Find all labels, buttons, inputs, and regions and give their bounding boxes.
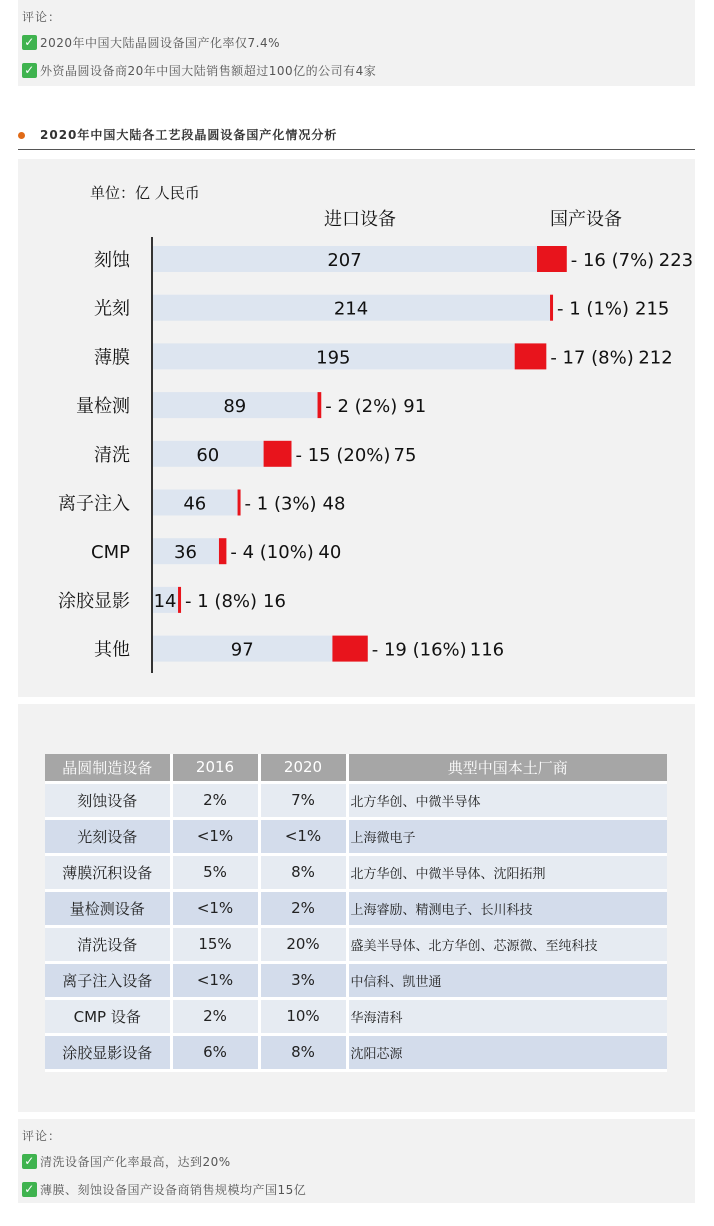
domestic-value-label: - 1 (8%): [185, 590, 258, 612]
comment-text: 清洗设备国产化率最高，达到20%: [40, 1154, 231, 1169]
domestic-value-label: - 2 (2%): [325, 396, 398, 418]
total-value-label: 91: [403, 396, 427, 418]
table-cell: 2%: [171, 998, 259, 1034]
domestic-bar: [318, 392, 322, 418]
imported-value-label: 214: [333, 298, 369, 320]
table-cell: 光刻设备: [45, 818, 171, 854]
table-header-cell: 典型中国本土厂商: [347, 754, 667, 782]
table-cell: 清洗设备: [45, 926, 171, 962]
table-cell: 沈阳芯源: [347, 1034, 667, 1070]
total-value-label: 215: [635, 298, 670, 320]
domestic-bar: [550, 295, 553, 321]
table-cell: 华海清科: [347, 998, 667, 1034]
check-icon: ✓: [22, 63, 37, 78]
table-header-cell: 2016: [171, 754, 259, 782]
total-value-label: 16: [263, 590, 286, 612]
table-cell: CMP 设备: [45, 998, 171, 1034]
top-comment-box: [18, 0, 695, 86]
check-icon: ✓: [22, 1182, 37, 1197]
domestic-bar: [219, 538, 226, 564]
imported-value-label: 36: [174, 542, 197, 564]
table-cell: 10%: [259, 998, 347, 1034]
table-cell: 北方华创、中微半导体: [347, 782, 667, 818]
section-title: [18, 122, 695, 150]
comment-item: [22, 56, 695, 84]
domestic-value-label: - 1 (3%): [244, 493, 317, 515]
imported-value-label: 46: [183, 493, 207, 515]
table-cell: 20%: [259, 926, 347, 962]
table-cell: 6%: [171, 1034, 259, 1070]
comment-text: 外资晶圆设备商20年中国大陆销售额超过100亿的公司有4家: [40, 63, 377, 78]
table-row: [45, 854, 667, 890]
domestic-bar: [515, 343, 547, 369]
domestic-value-label: - 15 (20%): [295, 444, 391, 466]
domestic-value-label: - 1 (1%): [557, 298, 630, 320]
check-icon: ✓: [22, 35, 37, 50]
table-cell: 8%: [259, 854, 347, 890]
comment-label: 评论：: [22, 10, 62, 24]
domestic-bar: [537, 246, 567, 272]
table-cell: 上海睿励、精测电子、长川科技: [347, 890, 667, 926]
total-value-label: 212: [638, 347, 673, 369]
imported-value-label: 195: [316, 347, 351, 369]
imported-value-label: 14: [153, 590, 177, 612]
table-header-cell: 2020: [259, 754, 347, 782]
domestic-bar: [332, 636, 367, 662]
table-row: [45, 926, 667, 962]
table-cell: 刻蚀设备: [45, 782, 171, 818]
table-panel: [18, 704, 695, 1112]
category-label: 清洗: [94, 444, 130, 466]
category-label: 量检测: [76, 396, 130, 418]
check-icon: ✓: [22, 1154, 37, 1169]
total-value-label: 48: [322, 493, 346, 515]
table-cell: <1%: [171, 962, 259, 998]
domestic-value-label: - 17 (8%): [550, 347, 634, 369]
domestic-value-label: - 16 (7%): [570, 250, 655, 271]
table-header-cell: 晶圆制造设备: [45, 754, 171, 782]
table-row: [45, 782, 667, 818]
table-cell: 7%: [259, 782, 347, 818]
column-header-imported: 进口设备: [324, 209, 396, 230]
category-label: 光刻: [94, 298, 130, 320]
table-cell: <1%: [171, 818, 259, 854]
imported-value-label: 89: [223, 396, 247, 418]
category-label: CMP: [91, 542, 130, 564]
table-cell: 上海微电子: [347, 818, 667, 854]
bullet-dot-icon: [18, 132, 25, 139]
category-label: 其他: [94, 639, 130, 661]
category-label: 薄膜: [94, 347, 130, 369]
domestic-bar: [238, 490, 241, 516]
table-cell: 离子注入设备: [45, 962, 171, 998]
table-cell: 盛美半导体、北方华创、芯源微、至纯科技: [347, 926, 667, 962]
comment-item: [22, 1147, 695, 1175]
total-value-label: 40: [318, 542, 342, 564]
section-title-text: 2020年中国大陆各工艺段晶圆设备国产化情况分析: [40, 128, 338, 142]
imported-value-label: 97: [230, 639, 254, 661]
table-row: [45, 1034, 667, 1070]
table-row: [45, 818, 667, 854]
comment-item: [22, 28, 695, 56]
imported-value-label: 207: [327, 250, 362, 271]
table-cell: 量检测设备: [45, 890, 171, 926]
table-row: [45, 890, 667, 926]
domestic-value-label: - 19 (16%): [371, 639, 467, 661]
total-value-label: 223: [658, 250, 694, 271]
table-cell: 北方华创、中微半导体、沈阳拓荆: [347, 854, 667, 890]
comment-item: [22, 1175, 695, 1203]
comment-text: 薄膜、刻蚀设备国产设备商销售规模均产国15亿: [40, 1182, 307, 1197]
total-value-label: 75: [393, 444, 417, 466]
domestic-bar: [264, 441, 292, 467]
domestic-bar: [178, 587, 181, 613]
table-cell: 涂胶显影设备: [45, 1034, 171, 1070]
table-cell: 15%: [171, 926, 259, 962]
comment-label: 评论：: [22, 1129, 62, 1143]
table-cell: <1%: [259, 818, 347, 854]
bottom-comment-box: [18, 1119, 695, 1203]
category-label: 刻蚀: [94, 250, 130, 271]
table-row: [45, 998, 667, 1034]
table-cell: 2%: [171, 782, 259, 818]
domestic-value-label: - 4 (10%): [230, 542, 314, 564]
table-cell: 中信科、凯世通: [347, 962, 667, 998]
table-cell: 薄膜沉积设备: [45, 854, 171, 890]
comment-text: 2020年中国大陆晶圆设备国产化率仅7.4%: [40, 35, 281, 50]
table-cell: 8%: [259, 1034, 347, 1070]
category-label: 离子注入: [58, 493, 130, 515]
table-row: [45, 962, 667, 998]
chart-panel: [18, 159, 695, 697]
table-cell: 3%: [259, 962, 347, 998]
table-cell: <1%: [171, 890, 259, 926]
chart-unit-label: 单位：亿 人民币: [90, 184, 200, 202]
imported-value-label: 60: [196, 444, 220, 466]
total-value-label: 116: [469, 639, 505, 661]
table-header-row: [45, 754, 667, 782]
category-label: 涂胶显影: [58, 590, 130, 612]
table-cell: 5%: [171, 854, 259, 890]
column-header-domestic: 国产设备: [550, 209, 622, 230]
equipment-table: [45, 754, 667, 1072]
localization-bar-chart: [18, 159, 695, 697]
table-cell: 2%: [259, 890, 347, 926]
